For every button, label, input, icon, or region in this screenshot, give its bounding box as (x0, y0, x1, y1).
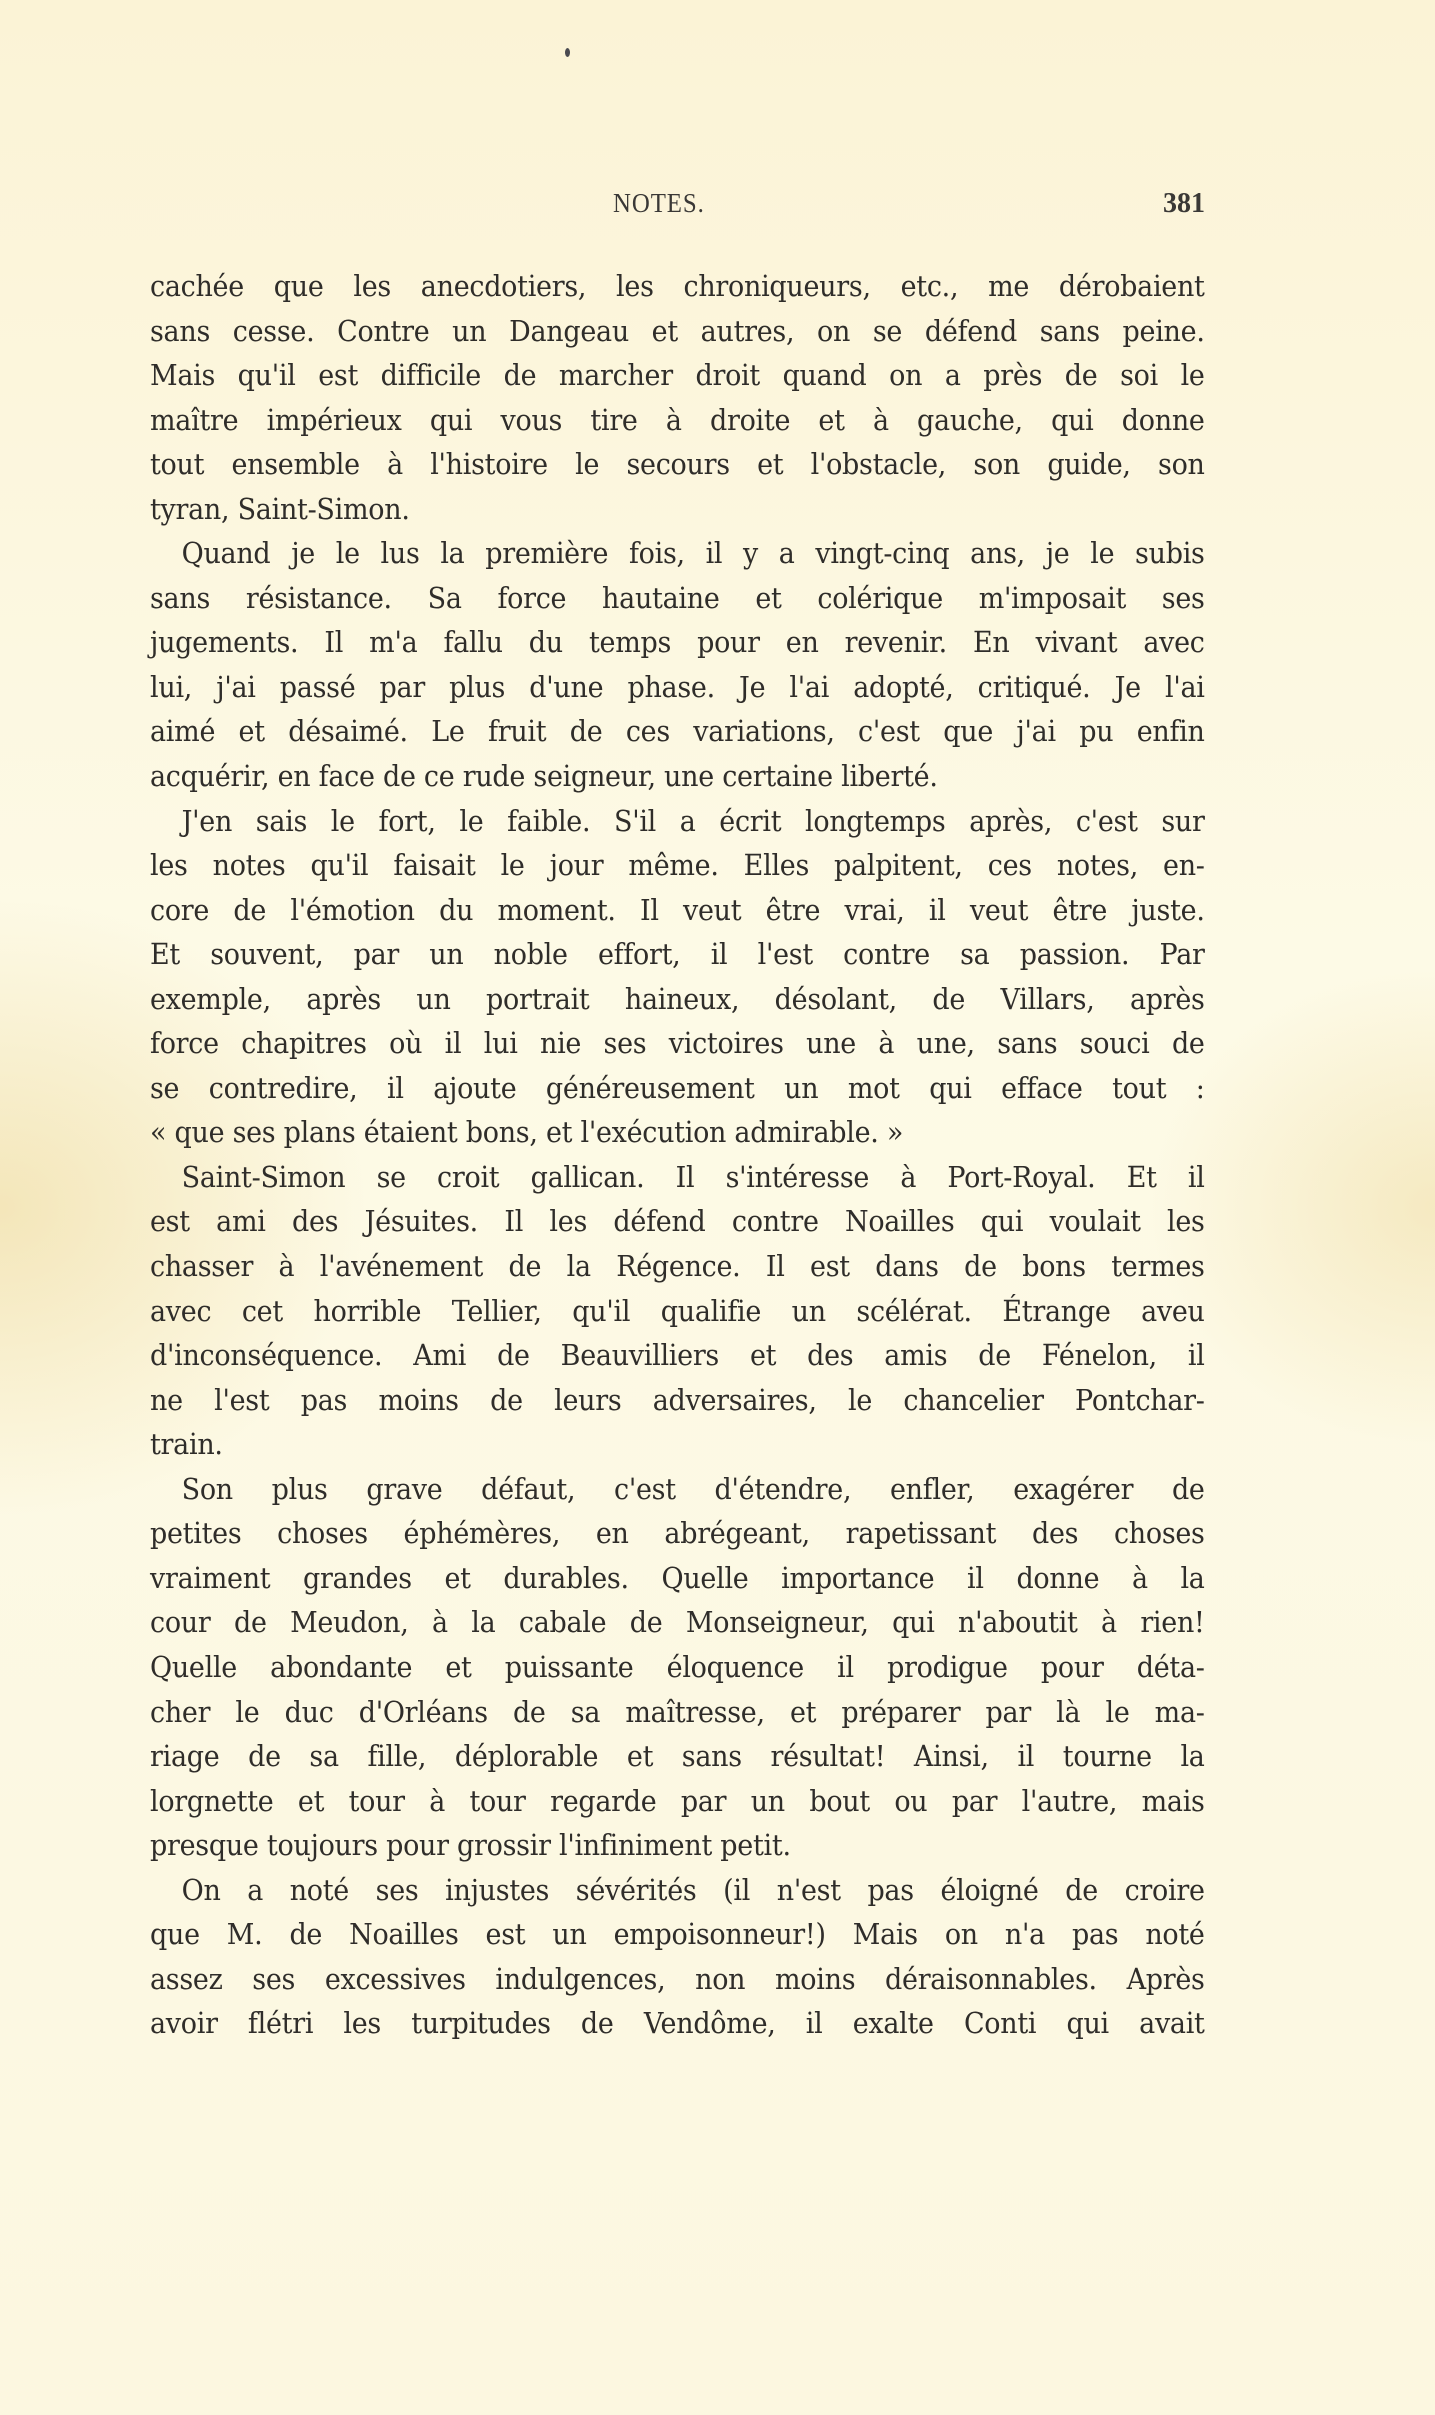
text-line: lui, j'ai passé par plus d'une phase. Je l'ai adopté, critiqué. Je l'ai (150, 669, 1205, 704)
text-line: Quelle abondante et puissante éloquence il prodigue pour déta- (150, 1649, 1205, 1684)
text-line: Mais qu'il est difficile de marcher droit quand on a près de soi le (150, 358, 1205, 393)
text-line: jugements. Il m'a fallu du temps pour en revenir. En vivant avec (150, 625, 1205, 660)
paragraph-first-line: On a noté ses injustes sévérités (il n'est pas éloigné de croire (181, 1872, 1205, 1907)
text-line: force chapitres où il lui nie ses victoires une à une, sans souci de (150, 1026, 1205, 1061)
text-line: maître impérieux qui vous tire à droite et à gauche, qui donne (150, 402, 1205, 437)
body-text (150, 264, 1205, 2046)
page-number: 381 (1163, 188, 1205, 219)
text-line: est ami des Jésuites. Il les défend contre Noailles qui voulait les (150, 1204, 1205, 1239)
paragraph-first-line: Son plus grave défaut, c'est d'étendre, enfler, exagérer de (181, 1471, 1205, 1506)
running-head (150, 188, 1205, 228)
text-line: presque toujours pour grossir l'infiniment petit. (150, 1828, 791, 1863)
text-line: riage de sa fille, déplorable et sans résultat! Ainsi, il tourne la (150, 1739, 1205, 1774)
text-line: petites choses éphémères, en abrégeant, rapetissant des choses (150, 1516, 1205, 1551)
text-line: vraiment grandes et durables. Quelle importance il donne à la (150, 1560, 1205, 1595)
text-line: avec cet horrible Tellier, qu'il qualifie un scélérat. Étrange aveu (150, 1293, 1205, 1328)
text-line: que M. de Noailles est un empoisonneur!) Mais on n'a pas noté (150, 1917, 1205, 1952)
text-line: core de l'émotion du moment. Il veut être vrai, il veut être juste. (150, 892, 1205, 927)
paragraph-first-line: Saint-Simon se croit gallican. Il s'intéresse à Port-Royal. Et il (181, 1159, 1205, 1194)
paragraph-first-line: J'en sais le fort, le faible. S'il a écrit longtemps après, c'est sur (181, 803, 1205, 838)
text-line: cour de Meudon, à la cabale de Monseigneur, qui n'aboutit à rien! (150, 1605, 1205, 1640)
text-line: avoir flétri les turpitudes de Vendôme, il exalte Conti qui avait (150, 2006, 1205, 2041)
text-line: Et souvent, par un noble effort, il l'est contre sa passion. Par (150, 937, 1205, 972)
text-line: tyran, Saint-Simon. (150, 491, 410, 526)
text-line: les notes qu'il faisait le jour même. Elles palpitent, ces notes, en- (150, 848, 1205, 883)
text-line: ne l'est pas moins de leurs adversaires, le chancelier Pontchar- (150, 1382, 1205, 1417)
text-line: assez ses excessives indulgences, non moins déraisonnables. Après (150, 1961, 1205, 1996)
text-line: tout ensemble à l'histoire le secours et l'obstacle, son guide, son (150, 447, 1205, 482)
paragraph-first-line: Quand je le lus la première fois, il y a vingt-cinq ans, je le subis (181, 536, 1205, 571)
text-line: d'inconséquence. Ami de Beauvilliers et des amis de Fénelon, il (150, 1338, 1205, 1373)
ink-speck (565, 48, 570, 57)
text-line: cher le duc d'Orléans de sa maîtresse, et préparer par là le ma- (150, 1694, 1205, 1729)
text-line: sans résistance. Sa force hautaine et colérique m'imposait ses (150, 580, 1205, 615)
text-line: exemple, après un portrait haineux, désolant, de Villars, après (150, 981, 1205, 1016)
text-line: aimé et désaimé. Le fruit de ces variations, c'est que j'ai pu enfin (150, 714, 1205, 749)
text-line: cachée que les anecdotiers, les chroniqueurs, etc., me dérobaient (150, 269, 1205, 303)
text-line: se contredire, il ajoute généreusement un mot qui efface tout : (150, 1070, 1205, 1105)
text-line: sans cesse. Contre un Dangeau et autres, on se défend sans peine. (150, 313, 1205, 348)
text-line: train. (150, 1427, 223, 1462)
text-line: chasser à l'avénement de la Régence. Il est dans de bons termes (150, 1249, 1205, 1284)
text-line: lorgnette et tour à tour regarde par un bout ou par l'autre, mais (150, 1783, 1205, 1818)
running-title: NOTES. (613, 188, 705, 218)
text-line: « que ses plans étaient bons, et l'exécution admirable. » (150, 1115, 904, 1150)
text-line: acquérir, en face de ce rude seigneur, une certaine liberté. (150, 759, 938, 794)
